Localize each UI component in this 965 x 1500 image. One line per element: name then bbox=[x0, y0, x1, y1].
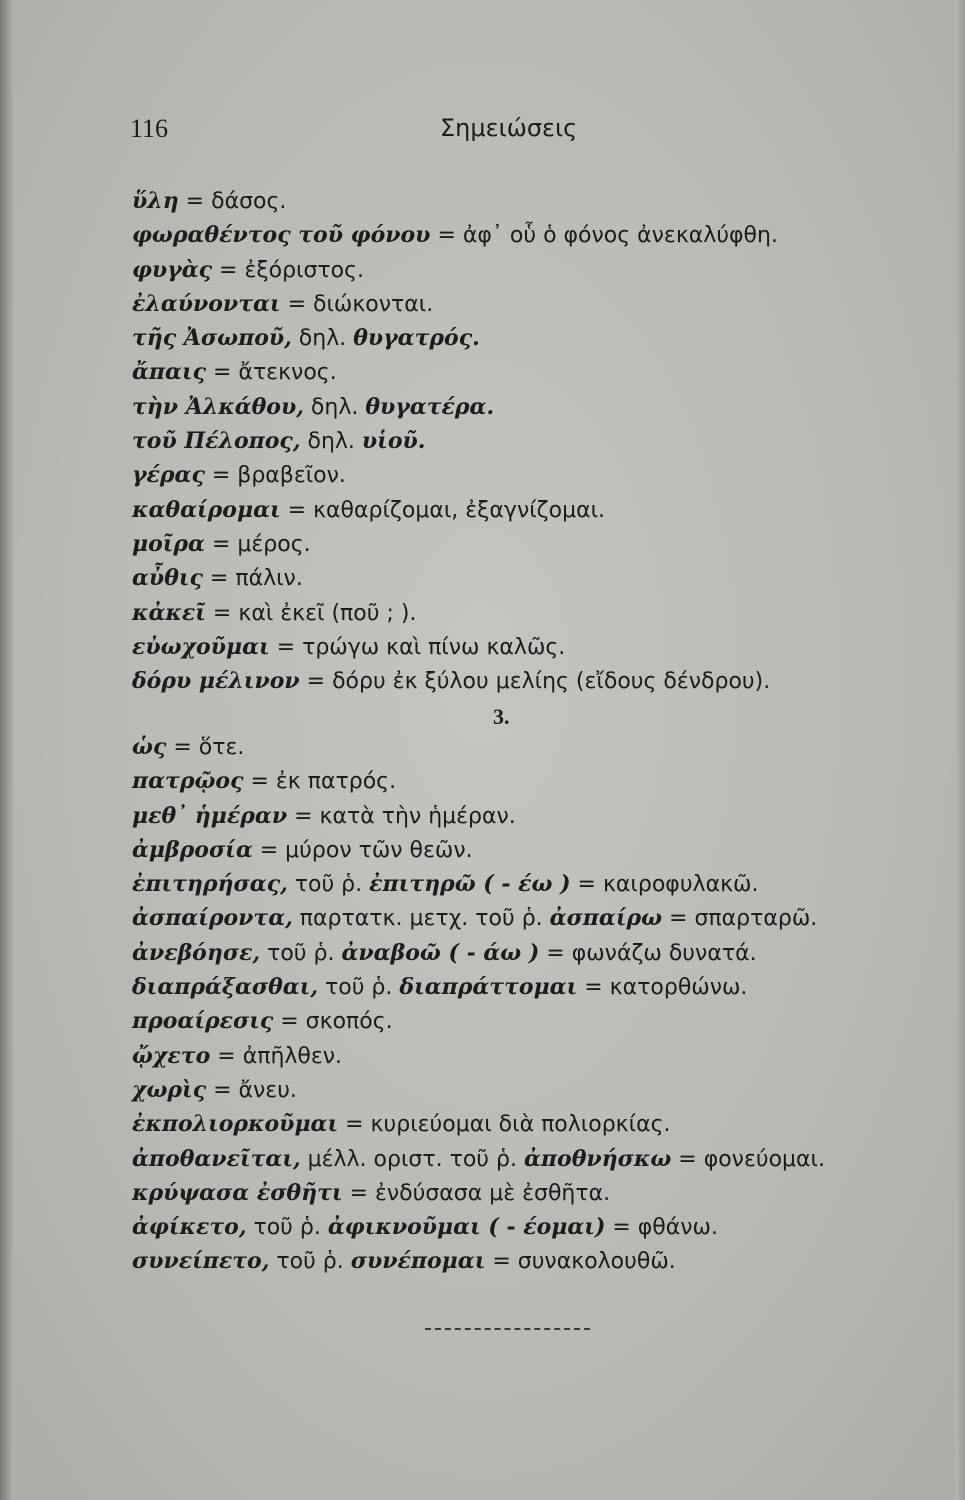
term: κἀκεῖ bbox=[132, 599, 206, 626]
glossary-entry bbox=[132, 730, 825, 764]
glossary-entry bbox=[132, 253, 778, 287]
term: δόρυ μέλινον bbox=[132, 668, 300, 695]
glossary-entry bbox=[132, 218, 778, 252]
term: συνείπετο, bbox=[132, 1248, 270, 1275]
term: ἐπιτηρήσας, bbox=[132, 871, 288, 898]
definition: = σκοπός. bbox=[273, 1009, 393, 1035]
glossary-entry bbox=[132, 970, 825, 1004]
glossary-entry bbox=[132, 287, 778, 321]
glossary-entry bbox=[132, 901, 825, 935]
definition-secondary: = φονεύομαι. bbox=[671, 1146, 825, 1172]
definition: = ἀφ᾽ οὗ ὁ φόνος ἀνεκαλύφθη. bbox=[430, 223, 778, 249]
glossary-entry bbox=[132, 1004, 825, 1038]
glossary-entry bbox=[132, 355, 778, 389]
glossary-entry bbox=[132, 1073, 825, 1107]
definition: δηλ. bbox=[300, 429, 362, 455]
glossary-entry bbox=[132, 596, 778, 630]
definition: = μύρον τῶν θεῶν. bbox=[252, 837, 473, 863]
glossary-entry bbox=[132, 664, 778, 698]
page-edge-right bbox=[955, 0, 965, 1500]
term: προαίρεσις bbox=[132, 1008, 274, 1035]
glossary-entry bbox=[132, 390, 778, 424]
glossary-entry bbox=[132, 184, 778, 218]
definition-secondary: = φθάνω. bbox=[605, 1215, 718, 1241]
definition: δηλ. bbox=[291, 326, 354, 352]
section-number: 3. bbox=[493, 704, 510, 729]
glossary-entry bbox=[132, 799, 825, 833]
term-secondary: θυγατέρα. bbox=[365, 393, 495, 420]
definition: = μέρος. bbox=[204, 531, 311, 557]
definition: = καὶ ἐκεῖ (ποῦ ; ). bbox=[205, 600, 417, 626]
glossary-entry bbox=[132, 1039, 825, 1073]
definition: τοῦ ῥ. bbox=[260, 940, 342, 966]
term-secondary: υἱοῦ. bbox=[361, 428, 426, 455]
term: φυγὰς bbox=[132, 256, 213, 283]
definition-secondary: = συνακολουθῶ. bbox=[485, 1249, 676, 1275]
term: κρύψασα ἐσθῆτι bbox=[132, 1179, 343, 1206]
definition: = κατὰ τὴν ἡμέραν. bbox=[287, 803, 516, 829]
term: ᾤχετο bbox=[132, 1042, 211, 1069]
glossary-entry bbox=[132, 458, 778, 492]
glossary-entry bbox=[132, 833, 825, 867]
term-secondary: διαπράττομαι bbox=[399, 974, 578, 1001]
term-secondary: ἀναβοῶ ( - άω ) bbox=[341, 939, 540, 966]
definition: = πάλιν. bbox=[202, 566, 303, 592]
term: φωραθέντος τοῦ φόνου bbox=[132, 222, 431, 249]
glossary-entry bbox=[132, 424, 778, 458]
glossary-entry bbox=[132, 561, 778, 595]
definition: = ἐκ πατρός. bbox=[243, 769, 397, 795]
definition-secondary: = κατορθώνω. bbox=[577, 975, 748, 1001]
definition: = δόρυ ἐκ ξύλου μελίης (εἴδους δένδρου). bbox=[299, 669, 771, 695]
definition: = δάσος. bbox=[178, 189, 287, 214]
term: διαπράξασθαι, bbox=[132, 974, 319, 1001]
definition: δηλ. bbox=[303, 394, 366, 420]
term: ἐκπολιορκοῦμαι bbox=[132, 1111, 339, 1138]
term-secondary: συνέπομαι bbox=[350, 1248, 486, 1275]
definition: = κυριεύομαι διὰ πολιορκίας. bbox=[338, 1112, 671, 1138]
term: ὡς bbox=[132, 734, 167, 760]
glossary-block-1 bbox=[132, 184, 778, 698]
term-secondary: θυγατρός. bbox=[353, 325, 480, 352]
term: ἀνεβόησε, bbox=[132, 939, 261, 966]
definition: = ἐνδύσασα μὲ ἐσθῆτα. bbox=[342, 1180, 611, 1206]
glossary-block-2 bbox=[132, 730, 825, 1279]
end-rule-divider bbox=[425, 1328, 590, 1330]
term: μοῖρα bbox=[132, 530, 205, 557]
glossary-entry bbox=[132, 936, 825, 970]
page-number: 116 bbox=[130, 114, 169, 143]
term: τοῦ Πέλοπος, bbox=[132, 428, 301, 455]
term-secondary: ἀφικνοῦμαι ( - έομαι) bbox=[327, 1214, 606, 1241]
term: ἀποθανεῖται, bbox=[132, 1145, 301, 1172]
definition: παρτατκ. μετχ. τοῦ ῥ. bbox=[292, 906, 550, 932]
term: ἄπαις bbox=[132, 359, 207, 386]
definition-secondary: = φωνάζω δυνατά. bbox=[539, 940, 757, 966]
running-head: Σημειώσεις bbox=[440, 114, 578, 142]
term: μεθ᾽ ἡμέραν bbox=[132, 802, 288, 829]
definition-secondary: = καιροφυλακῶ. bbox=[570, 872, 759, 898]
glossary-entry bbox=[132, 630, 778, 664]
term: γέρας bbox=[132, 462, 205, 489]
term: ὕλη bbox=[132, 188, 179, 214]
term: ἐλαύνονται bbox=[132, 290, 281, 317]
definition: = ἐξόριστος. bbox=[212, 257, 365, 283]
definition: = καθαρίζομαι, ἐξαγνίζομαι. bbox=[280, 497, 606, 523]
term: καθαίρομαι bbox=[132, 496, 281, 523]
term-secondary: ἀποθνήσκω bbox=[523, 1145, 672, 1172]
definition: τοῦ ῥ. bbox=[287, 872, 370, 898]
glossary-entry bbox=[132, 527, 778, 561]
term: εὐωχοῦμαι bbox=[132, 633, 270, 660]
glossary-entry bbox=[132, 321, 778, 355]
definition: = διώκονται. bbox=[280, 291, 434, 317]
glossary-entry bbox=[132, 1142, 825, 1176]
term: πατρῷος bbox=[132, 768, 244, 795]
page-edge-left bbox=[0, 0, 14, 1500]
definition: = ἄνευ. bbox=[206, 1077, 297, 1103]
glossary-entry bbox=[132, 493, 778, 527]
definition: = τρώγω καὶ πίνω καλῶς. bbox=[269, 634, 566, 660]
term-secondary: ἀσπαίρω bbox=[549, 905, 663, 932]
definition: = ἀπῆλθεν. bbox=[210, 1043, 343, 1069]
term: χωρὶς bbox=[132, 1076, 207, 1103]
glossary-entry bbox=[132, 1176, 825, 1210]
glossary-entry bbox=[132, 1210, 825, 1244]
term-secondary: ἐπιτηρῶ ( - έω ) bbox=[369, 871, 571, 898]
term: ἀσπαίροντα, bbox=[132, 905, 293, 932]
definition: τοῦ ῥ. bbox=[269, 1249, 351, 1275]
term: τῆς Ἀσωποῦ, bbox=[132, 325, 292, 352]
definition: μέλλ. οριστ. τοῦ ῥ. bbox=[300, 1146, 524, 1172]
definition: τοῦ ῥ. bbox=[246, 1215, 328, 1241]
definition: τοῦ ῥ. bbox=[318, 975, 400, 1001]
definition: = βραβεῖον. bbox=[204, 463, 346, 489]
term: αὖθις bbox=[132, 565, 203, 592]
definition-secondary: = σπαρταρῶ. bbox=[662, 906, 818, 932]
definition: = ἄτεκνος. bbox=[206, 360, 337, 386]
glossary-entry bbox=[132, 867, 825, 901]
glossary-entry bbox=[132, 1107, 825, 1141]
term: τὴν Ἀλκάθου, bbox=[132, 393, 304, 420]
glossary-entry bbox=[132, 764, 825, 798]
definition: = ὅτε. bbox=[166, 735, 245, 760]
term: ἀμβροσία bbox=[132, 836, 253, 863]
term: ἀφίκετο, bbox=[132, 1214, 247, 1241]
glossary-entry bbox=[132, 1244, 825, 1278]
